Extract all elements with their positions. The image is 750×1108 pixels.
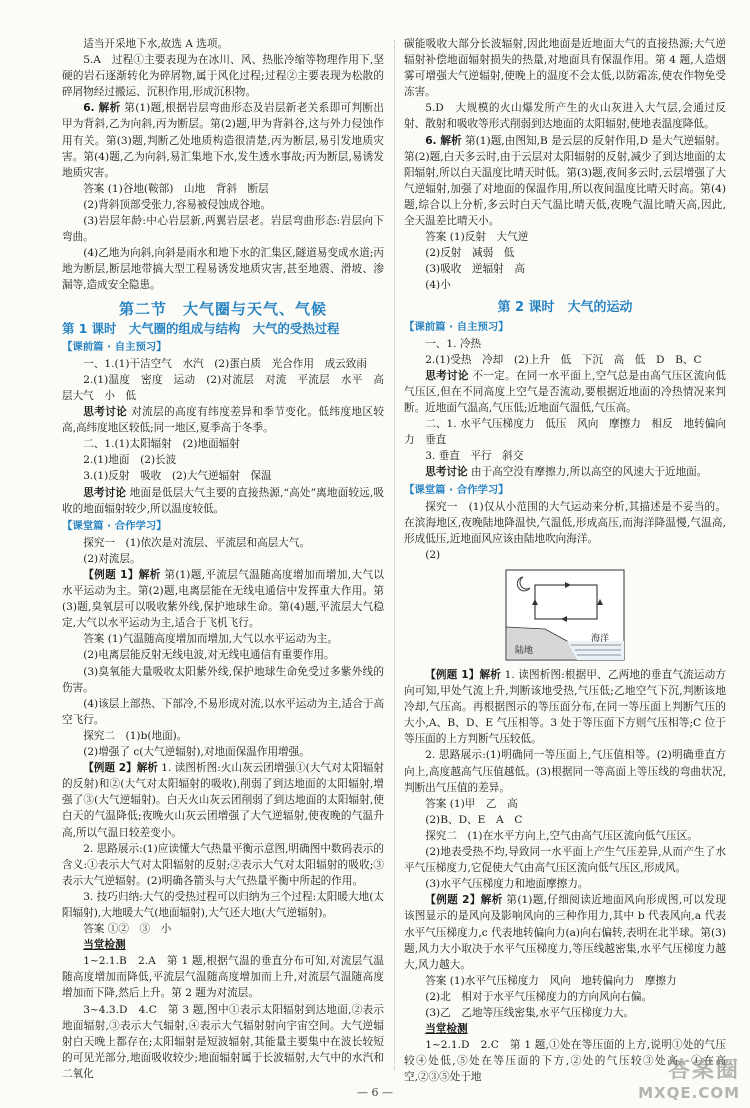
answer: 答案 (1)水平气压梯度力 风向 地转偏向力 摩擦力 (425, 974, 677, 987)
paragraph: (2)增强了 c(大气逆辐射),对地面保温作用增强。 (83, 746, 310, 759)
answer: (2)B、D、E A C (425, 813, 523, 826)
lesson-title: 第 2 课时 大气的运动 (497, 299, 633, 315)
section-tag-classroom: 【课堂篇 · 合作学习】 (404, 483, 509, 496)
answer: (4)该层上部热、下部冷,不易形成对流,以水平运动为主,适合于高空飞行。 (62, 697, 384, 726)
paragraph: (2)地表受热不均,导致同一水平面上产生气压差异,从而产生了水平气压梯度力,它促使大气由高气压区流向低气压区,形成风。 (404, 846, 726, 875)
answer: (4)小 (425, 279, 451, 292)
paragraph: 二、1.(1)太阳辐射 (2)地面辐射 (83, 438, 240, 451)
paragraph: 3. 技巧归纳:大气的受热过程可以归纳为三个过程:太阳暖大地(太阳辐射),大地暖大气(地面辐射),大气还大地(大气逆辐射)。 (62, 890, 384, 919)
section-tag-preview: 【课前篇 · 自主预习】 (62, 340, 167, 353)
section-tag-classroom: 【课堂篇 · 合作学习】 (62, 519, 167, 532)
answer: (3)臭氧能大量吸收太阳紫外线,保护地球生命免受过多紫外线的伤害。 (62, 665, 384, 694)
paragraph: 2.(1)受热 冷却 (2)上升 低 下沉 高 低 D B、C (425, 353, 702, 366)
land-label: 陆地 (515, 646, 534, 656)
paragraph: (2)对流层。 (83, 552, 141, 565)
lesson-title: 第 1 课时 大气圈的组成与结构 大气的受热过程 (62, 320, 340, 336)
left-column (62, 36, 384, 1082)
explanation-label: 6. 解析 (83, 102, 121, 115)
paragraph: 二、1. 水平气压梯度力 低压 风向 摩擦力 相反 地转偏向力 垂直 (404, 418, 726, 447)
section-title: 第二节 大气圈与天气、气候 (118, 299, 327, 318)
answer: (3)吸收 逆辐射 高 (425, 263, 525, 276)
right-column (404, 36, 726, 1085)
answer: (2)背斜顶部受张力,容易被侵蚀成谷地。 (83, 198, 272, 211)
paragraph: 6. 解析 第(1)题,由图知,B 是云层的反射作用,D 是大气逆辐射。第(2)题,白天多云时,由于云层对太阳辐射的反射,减少了到达地面的太阳辐射,所以白天温度比晴天时低。第(3)题,夜间多云时,云层增强了大气逆辐射,加强了对地面的保温作用,所以夜间温度比晴天时高。第(4)题,综合以上分析,多云时白天气温比晴天低,夜晚气温比晴天高,因此,全天温差比晴天小。 (404, 134, 726, 228)
paragraph: 3.(1)反射 吸收 (2)大气逆辐射 保温 (83, 470, 272, 483)
paragraph: 一、1. 冷热 (425, 337, 482, 350)
paragraph: 3~4.3.D 4.C 第 3 题,图中①表示太阳辐射到达地面,②表示地面辐射,③表示大气辐射,④表示大气辐射射向宇宙空间。大气逆辐射白天晚上都存在;太阳辐射是短波辐射,其能量主要集中在波长较短的可见光部分,地面吸收较少;地面辐射属于长波辐射,大气中的水汽和二氧化 (62, 1003, 384, 1080)
paragraph: 5.D 大规模的火山爆发所产生的火山灰进入大气层,会通过反射、散射和吸收等形式削弱到达地面的太阳辐射,使地表温度降低。 (404, 102, 726, 131)
paragraph: 碳能吸收大部分长波辐射,因此地面是近地面大气的直接热源;大气逆辐射补偿地面辐射损失的热量,对地面具有保温作用。第 4 题,人造烟雾可增强大气逆辐射,使晚上的温度不会太低,以防霜冻,使农作物免受冻害。 (404, 38, 726, 99)
quiz-check-heading: 当堂检测 (83, 939, 126, 952)
paragraph: 6. 解析 第(1)题,根据岩层弯曲形态及岩层新老关系即可判断出甲为背斜,乙为向斜,丙为断层。第(2)题,甲为背斜谷,这与外力侵蚀作用有关。第(3)题,判断乙处地质构造很清楚,丙为断层,易引发地质灾害。第(4)题,乙为向斜,易汇集地下水,发生透水事故;丙为断层,易诱发地质灾害。 (62, 102, 384, 179)
answer: (2)北 相对于水平气压梯度力的方向风向右偏。 (425, 990, 653, 1003)
paragraph: 2.(1)地面 (2)长波 (83, 454, 177, 467)
paragraph: 探究一 (1)仅从小范围的大气运动来分析,其描述是不妥当的。在滨海地区,夜晚陆地降温快,气温低,形成高压,而海洋降温慢,气温高,形成低压,近地面风应该由陆地吹向海洋。 (404, 500, 726, 545)
paragraph: (2) (425, 548, 441, 561)
paragraph: 【例题 2】解析 1. 读图析图:火山灰云团增强①(大气对太阳辐射的反射)和②(大气对太阳辐射的吸收),削弱了到达地面的太阳辐射,增强了③(大气逆辐射)。白天火山灰云团削弱了到达地面的太阳辐射,使白天的气温降低;夜晚火山灰云团增强了大气逆辐射,使夜晚的气温升高,所以气温日较差变小。 (62, 762, 384, 839)
paragraph: 适当开采地下水,故选 A 选项。 (83, 38, 229, 50)
paragraph: 探究二 (1)b(地面)。 (83, 729, 188, 742)
page-number: — 6 — (357, 1086, 393, 1099)
paragraph: 思考讨论 对流层的高度有纬度差异和季节变化。低纬度地区较高,高纬度地区较低;同一地区,夏季高于冬季。 (62, 406, 385, 435)
paragraph: 3. 垂直 平行 斜交 (425, 450, 524, 463)
paragraph: 思考讨论 不一定。在同一水平面上,空气总是由高气压区流向低气压区,但在不同高度上空气是否流动,要根据近地面的冷热情况来判断。近地面气温高,气压低;近地面气温低,气压高。 (404, 369, 726, 415)
circulation-figure (505, 569, 625, 661)
answer: 答案 (1)甲 乙 高 (425, 797, 518, 810)
paragraph: 2. 思路展示:(1)明确同一等压面上,气压值相等。(2)明确垂直方向上,高度越高气压值越低。(3)根据同一等高面上等压线的弯曲状况,判断出气压值的差异。 (404, 749, 726, 794)
answer: 答案 (1)谷地(鞍部) 山地 背斜 断层 (83, 182, 269, 195)
paragraph: 【例题 1】解析 1. 读图析图:根据甲、乙两地的垂直气流运动方向可知,甲处气流上升,判断该地受热,气压低;乙地空气下沉,判断该地冷却,气压高。再根据图示的等压面分布,在同一等压面上判断气压的大小,A、B、D、E 气压相等。3 处于等压面下方则气压相等;C 位于等压面的上方判断气压较低。 (404, 669, 726, 746)
paragraph: 【例题 1】解析 第(1)题,平流层气温随高度增加而增加,大气以水平运动为主。第(2)题,电离层能在无线电通信中发挥重大作用。第(3)题,臭氧层可以吸收紫外线,保护地球生命。第(4)题,平流层大气稳定,大气以水平运动为主,适合于飞机飞行。 (62, 569, 384, 630)
section-tag-preview: 【课前篇 · 自主预习】 (404, 320, 509, 333)
answer: 答案 (1)反射 大气逆 (425, 231, 529, 244)
paragraph: 1~2.1.D 2.C 第 1 题,①处在等压面的上方,说明①处的气压较④处低,⑤处在等压面的下方,②处的气压较③处高。①在高空,②③⑤处于地 (404, 1039, 726, 1084)
paragraph: 思考讨论 地面是低层大气主要的直接热源,“高处”离地面较远,吸收的地面辐射较少,所以温度较低。 (62, 486, 385, 515)
paragraph: 5.A 过程①主要表现为在冰川、风、热胀冷缩等物理作用下,坚硬的岩石逐渐转化为碎屑物,属于风化过程;过程②主要表现为松散的碎屑物经过搬运、沉积作用,形成沉积物。 (62, 54, 384, 99)
paragraph: 一、1.(1)干洁空气 水汽 (2)蛋白质 光合作用 成云致雨 (83, 357, 367, 370)
answer: (2)电离层能反射无线电波,对无线电通信有重要作用。 (83, 649, 335, 662)
paragraph: 思考讨论 由于高空没有摩擦力,所以高空的风速大于近地面。 (425, 466, 708, 479)
answer: (3)乙 乙地等压线密集,水平气压梯度力大。 (425, 1006, 635, 1019)
paragraph: 2.(1)温度 密度 运动 (2)对流层 对流 平流层 水平 高层大气 小 低 (62, 373, 384, 402)
answer: 答案 (1)气温随高度增加而增加,大气以水平运动为主。 (83, 633, 338, 646)
quiz-check-heading: 当堂检测 (425, 1023, 468, 1036)
paragraph: 【例题 2】解析 第(1)题,仔细阅读近地面风向形成图,可以发现该图显示的是风向及影响风向的三种作用力,其中 b 代表风向,a 代表水平气压梯度力,c 代表地转偏向力(a)向右偏转,表明在北半球。第(3)题,风力大小取决于水平气压梯度力,等压线越密集,水平气压梯度力越大,风力越大。 (404, 894, 726, 971)
answer: (2)反射 减弱 低 (425, 247, 515, 260)
paragraph: 探究二 (1)在水平方向上,空气由高气压区流向低气压区。 (425, 829, 698, 842)
paragraph: 探究一 (1)依次是对流层、平流层和高层大气。 (83, 536, 311, 549)
watermark-logo: 答案圈 MXQE.COM (638, 1058, 740, 1102)
column-divider (394, 40, 395, 1070)
sea-label: 海洋 (591, 634, 610, 644)
paragraph: 2. 思路展示:(1)应读懂大气热量平衡示意图,明确图中数码表示的含义:①表示大气对太阳辐射的反射;②表示大气对太阳辐射的吸收;③表示大气逆辐射。(2)明确各箭头与大气热量平衡中所起的作用。 (62, 842, 384, 887)
answer: 答案 ①② ③ 小 (83, 923, 172, 936)
paragraph: (3)水平气压梯度力和地面摩擦力。 (425, 878, 589, 891)
answer: (4)乙地为向斜,向斜是雨水和地下水的汇集区,隧道易变成水道;丙地为断层,断层地带搞大型工程易诱发地质灾害,甚至地震、滑坡、渗漏等,造成安全隐患。 (62, 247, 384, 292)
answer: (3)岩层年龄:中心岩层新,两翼岩层老。岩层弯曲形态:岩层向下弯曲。 (62, 215, 384, 244)
paragraph: 1~2.1.B 2.A 第 1 题,根据气温的垂直分布可知,对流层气温随高度增加而降低,平流层气温随高度增加而上升,对流层气温随高度增加而下降,然后上升。第 2 题为对流层。 (62, 955, 384, 1000)
land-sea-breeze-diagram (505, 569, 625, 661)
